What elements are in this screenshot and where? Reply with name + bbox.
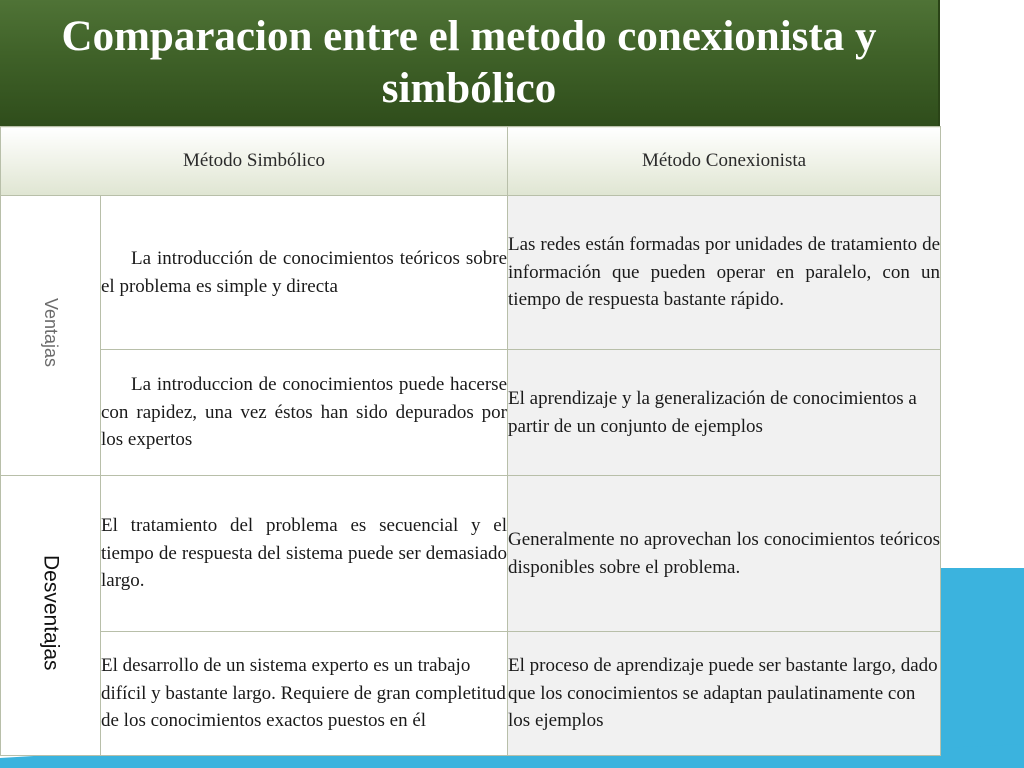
slide-title: Comparacion entre el metodo conexionista y simbólico: [61, 13, 877, 112]
comparison-table: [0, 126, 941, 756]
cell-text: El tratamiento del problema es secuencial y el tiempo de respuesta del sistema puede ser demasiado largo.: [101, 515, 508, 592]
table-header-row: [1, 127, 941, 196]
cell-text: La introducción de conocimientos teóricos sobre el problema es simple y directa: [101, 248, 508, 297]
title-banner: [0, 0, 940, 126]
cell-conexionista: [508, 350, 941, 476]
cell-text: Las redes están formadas por unidades de tratamiento de información que pueden operar en paralelo, con un tiempo de respuesta bastante rápido.: [508, 234, 941, 311]
group-label-ventajas: [1, 196, 101, 476]
table-row: [1, 476, 941, 632]
cell-simbolico: [101, 476, 508, 632]
cell-text: Generalmente no aprovechan los conocimientos teóricos disponibles sobre el problema.: [508, 529, 941, 578]
cell-simbolico: [101, 632, 508, 756]
desventajas-label: Desventajas: [39, 554, 63, 671]
table-row: [1, 632, 941, 756]
cell-simbolico: [101, 350, 508, 476]
header-conexionista: Método Conexionista: [508, 127, 941, 196]
cell-simbolico: [101, 196, 508, 350]
cell-conexionista: [508, 632, 941, 756]
ventajas-label: Ventajas: [41, 297, 61, 368]
cell-conexionista: [508, 476, 941, 632]
cell-text: El proceso de aprendizaje puede ser bastante largo, dado que los conocimientos se adaptan paulatinamente con los ejemplos: [508, 655, 938, 732]
decorative-blue-block: [940, 568, 1024, 768]
cell-text: El desarrollo de un sistema experto es un trabajo difícil y bastante largo. Requiere de gran completitud de los conocimientos exactos puestos en él: [101, 655, 506, 732]
table-row: [1, 350, 941, 476]
table-row: [1, 196, 941, 350]
group-label-desventajas: [1, 476, 101, 756]
header-simbolico: Método Simbólico: [1, 127, 508, 196]
cell-text: La introduccion de conocimientos puede hacerse con rapidez, una vez éstos han sido depurados por los expertos: [101, 374, 508, 451]
cell-conexionista: [508, 196, 941, 350]
cell-text: El aprendizaje y la generalización de conocimientos a partir de un conjunto de ejemplos: [508, 388, 917, 437]
